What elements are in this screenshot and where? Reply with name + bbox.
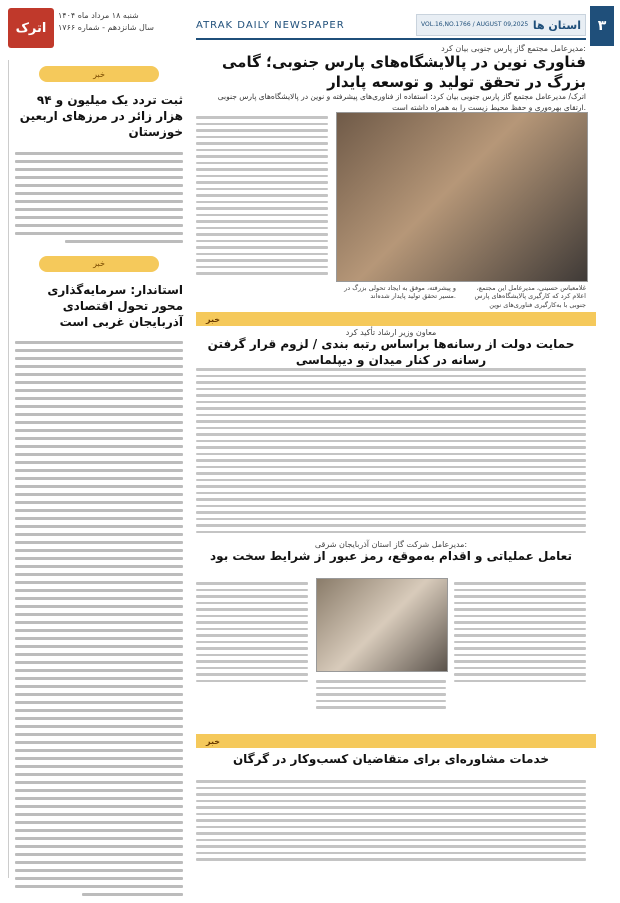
story2-header [196, 328, 586, 368]
story2-kicker: معاون وزیر ارشاد تأکید کرد [345, 328, 437, 337]
section-bar [416, 14, 586, 36]
story3-photo[interactable] [316, 578, 448, 672]
newspaper-logo[interactable]: اترک [8, 8, 54, 48]
sidebar-story1-body [9, 145, 189, 250]
sidebar-tag-2: خبر [39, 256, 159, 272]
lead-story [196, 44, 586, 113]
issue-info [58, 10, 154, 34]
sidebar-story2-body [9, 334, 189, 903]
story3-header [196, 540, 586, 565]
lead-caption-left: و پیشرفته، موفق به ایجاد تحولی بزرگ در مسیر تحقق تولید پایدار شده‌اند. [344, 284, 456, 301]
story4-body [196, 776, 586, 865]
sidebar-story1-title[interactable]: ثبت تردد یک میلیون و ۹۴ هزار زائر در مرزهای اربعین خوزستان [19, 93, 183, 140]
lead-caption-right: غلامعباس حسینی، مدیرعامل این مجتمع، اعلام کرد که کارگیری پالایشگاه‌های پارس جنوبی با به‌کارگیری فناوری‌های نوین [474, 284, 586, 309]
lead-body-column [196, 112, 328, 279]
story2-headline[interactable]: حمایت دولت از رسانه‌ها براساس رتبه بندی / لزوم قرار گرفتن رسانه در کنار میدان و دیپلماسی [207, 337, 575, 367]
story2-body [196, 364, 586, 537]
lead-headline[interactable]: فناوری نوین در پالایشگاه‌های پارس جنوبی؛ گامی بزرگ در تحقق تولید و توسعه پایدار [222, 53, 586, 91]
page-number: ۳ [590, 6, 614, 46]
lead-kicker: مدیرعامل مجتمع گاز پارس جنوبی بیان کرد: [441, 44, 586, 53]
volume-info: VOL.16,NO.1766 / AUGUST 09,2025 [421, 20, 529, 28]
story4-header [196, 752, 586, 768]
date-line: شنبه ۱۸ مرداد ماه ۱۴۰۴ [58, 11, 139, 20]
story3-body-left [196, 578, 308, 686]
lead-paragraph: اترک/ مدیرعامل مجتمع گاز پارس جنوبی بیان کرد: استفاده از فناوری‌های پیشرفته و نوین در پالایشگاه‌های پارس جنوبی ارتقای بهره‌وری و حفظ محیط زیست را به همراه داشته است. [217, 92, 586, 112]
sidebar [8, 60, 189, 878]
story3-headline[interactable]: تعامل عملیاتی و اقدام به‌موقع، رمز عبور از شرایط سخت بود [210, 549, 572, 563]
issue-line: سال شانزدهم - شماره ۱۷۶۶ [58, 23, 154, 32]
sidebar-tag: خبر [39, 66, 159, 82]
story3-kicker: مدیرعامل شرکت گاز استان آذربایجان شرقی: [314, 540, 468, 549]
sidebar-story2-title[interactable]: استاندار: سرمایه‌گذاری محور تحول اقتصادی آذربایجان غربی است [47, 282, 183, 329]
story3-body-under-photo [316, 676, 446, 713]
story3-body-right [454, 578, 586, 686]
paper-name: ATRAK DAILY NEWSPAPER [196, 20, 345, 31]
lead-photo[interactable] [336, 112, 588, 282]
story4-tag: خبر [196, 734, 596, 748]
story2-tag: خبر [196, 312, 596, 326]
story4-headline[interactable]: خدمات مشاوره‌ای برای متقاضیان کسب‌وکار در گرگان [232, 752, 550, 766]
header-divider [196, 38, 586, 40]
section-title[interactable]: استان ها [532, 18, 581, 32]
